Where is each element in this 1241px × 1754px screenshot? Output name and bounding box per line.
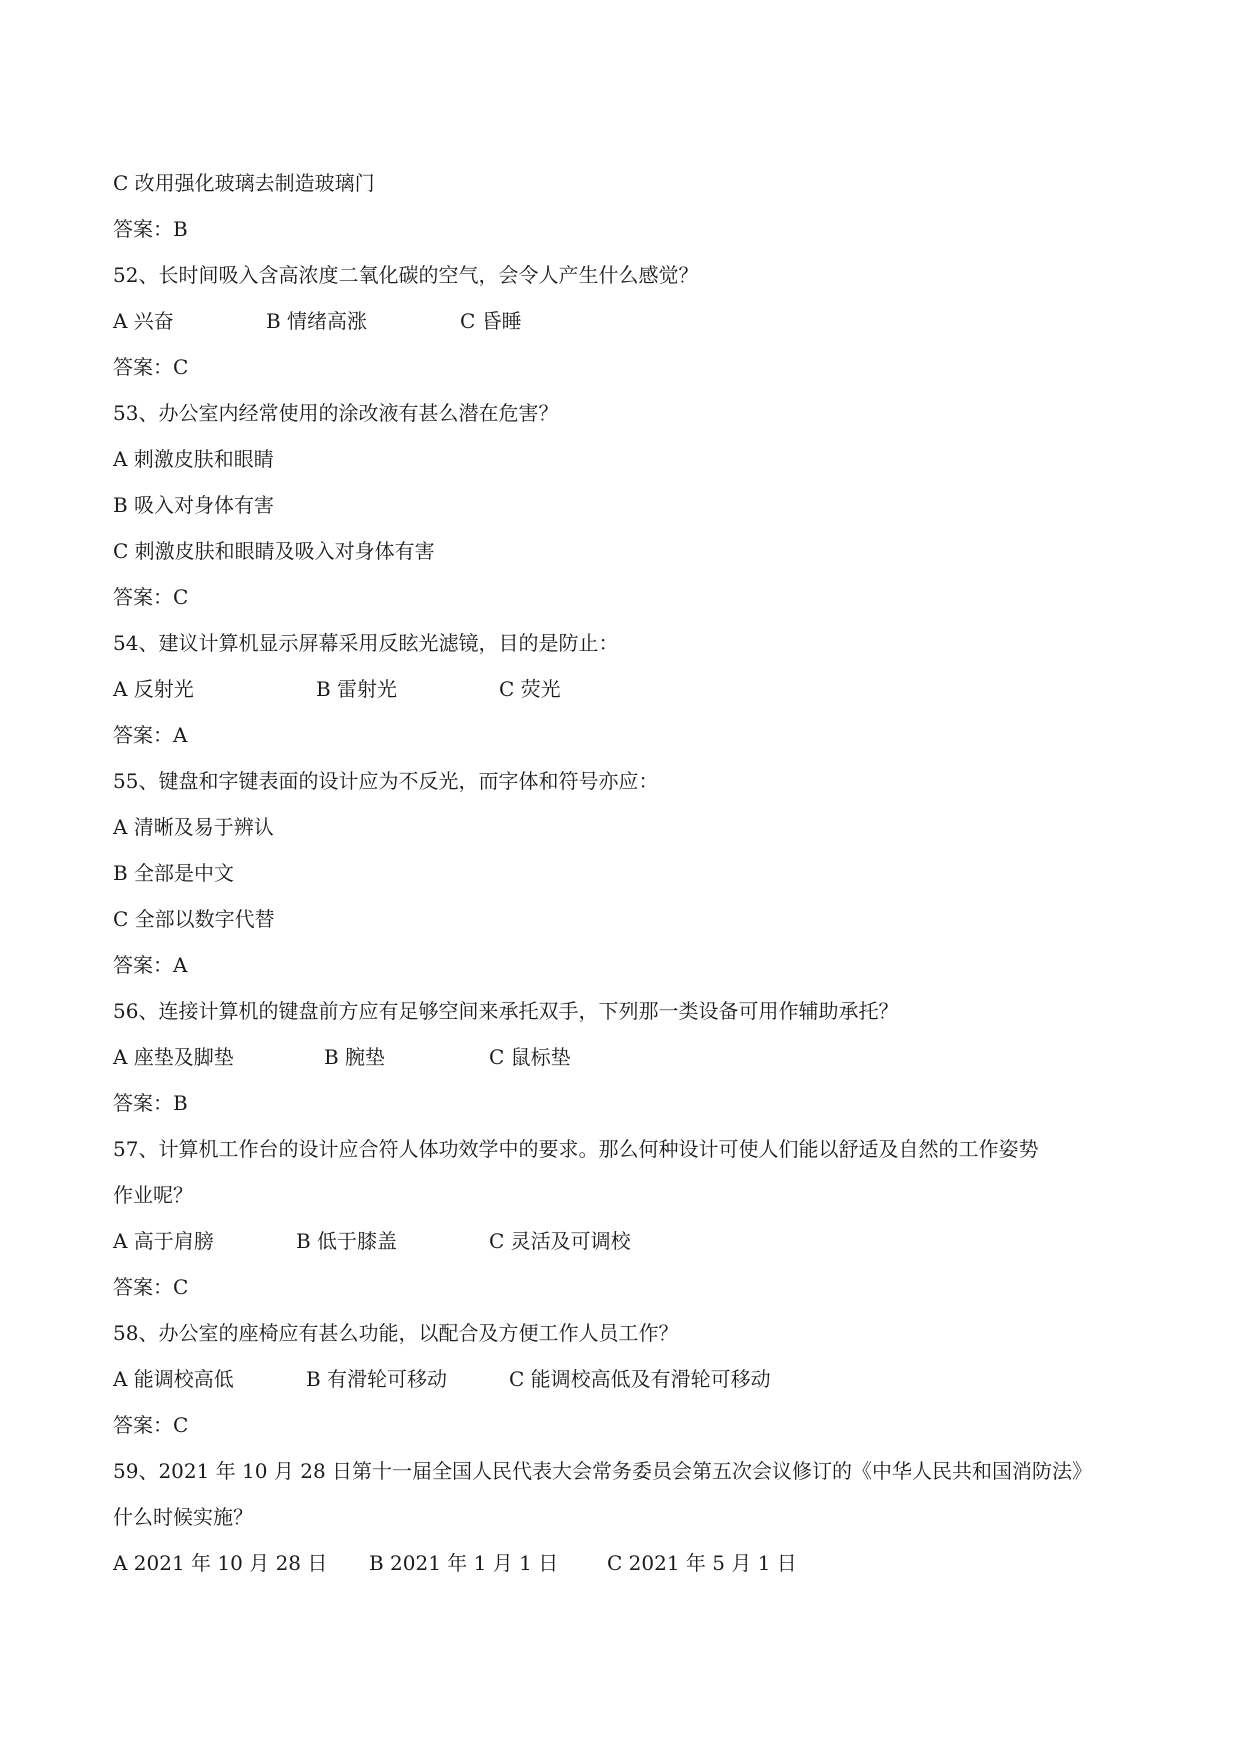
q58-option-a: A 能调校高低 [113, 1367, 234, 1391]
q54-answer: 答案：A [113, 723, 188, 747]
q59-option-a: A 2021 年 10 月 28 日 [113, 1551, 328, 1575]
q55-option-b: B 全部是中文 [113, 861, 235, 885]
q57-answer: 答案：C [113, 1275, 189, 1299]
q57-options-row [113, 1218, 1133, 1264]
q54-option-b: B 雷射光 [316, 677, 398, 701]
q59-question-line1: 59、2021 年 10 月 28 日第十一届全国人民代表大会常务委员会第五次会议修订的《中华人民共和国消防法》 [113, 1459, 1093, 1483]
q57-question-line1: 57、计算机工作台的设计应合符人体功效学中的要求。那么何种设计可使人们能以舒适及自然的工作姿势 [113, 1137, 1039, 1161]
q52-option-c: C 昏睡 [460, 309, 522, 333]
q53-answer: 答案：C [113, 585, 189, 609]
q57-option-c: C 灵活及可调校 [489, 1229, 631, 1253]
q56-answer: 答案：B [113, 1091, 188, 1115]
q52-answer: 答案：C [113, 355, 189, 379]
q51-option-c: C 改用强化玻璃去制造玻璃门 [113, 171, 375, 195]
q53-question: 53、办公室内经常使用的涂改液有甚么潜在危害？ [113, 401, 559, 425]
q59-option-b: B 2021 年 1 月 1 日 [369, 1551, 559, 1575]
q59-question-line2: 什么时候实施？ [113, 1505, 253, 1529]
q51-answer: 答案：B [113, 217, 188, 241]
q52-question: 52、长时间吸入含高浓度二氧化碳的空气，会令人产生什么感觉？ [113, 263, 699, 287]
q54-option-a: A 反射光 [113, 677, 194, 701]
q52-option-b: B 情绪高涨 [266, 309, 368, 333]
q58-answer: 答案：C [113, 1413, 189, 1437]
q56-option-a: A 座垫及脚垫 [113, 1045, 234, 1069]
q54-options-row [113, 666, 1133, 712]
q56-option-c: C 鼠标垫 [489, 1045, 571, 1069]
q53-option-c: C 刺激皮肤和眼睛及吸入对身体有害 [113, 539, 435, 563]
q57-question-line2: 作业呢？ [113, 1183, 193, 1207]
q53-option-b: B 吸入对身体有害 [113, 493, 275, 517]
q58-option-c: C 能调校高低及有滑轮可移动 [509, 1367, 771, 1391]
q55-answer: 答案：A [113, 953, 188, 977]
q58-option-b: B 有滑轮可移动 [306, 1367, 448, 1391]
q55-question: 55、键盘和字键表面的设计应为不反光，而字体和符号亦应： [113, 769, 659, 793]
q55-option-c: C 全部以数字代替 [113, 907, 275, 931]
document-body [113, 160, 1133, 1586]
q56-question: 56、连接计算机的键盘前方应有足够空间来承托双手，下列那一类设备可用作辅助承托？ [113, 999, 899, 1023]
q58-question: 58、办公室的座椅应有甚么功能，以配合及方便工作人员工作？ [113, 1321, 679, 1345]
q58-options-row [113, 1356, 1133, 1402]
q59-options-row [113, 1540, 1133, 1586]
q52-options-row [113, 298, 1133, 344]
q52-option-a: A 兴奋 [113, 309, 174, 333]
q54-option-c: C 荧光 [499, 677, 561, 701]
q56-options-row [113, 1034, 1133, 1080]
q57-option-a: A 高于肩膀 [113, 1229, 214, 1253]
q57-option-b: B 低于膝盖 [296, 1229, 398, 1253]
q56-option-b: B 腕垫 [324, 1045, 386, 1069]
q53-option-a: A 刺激皮肤和眼睛 [113, 447, 274, 471]
q54-question: 54、建议计算机显示屏幕采用反眩光滤镜，目的是防止： [113, 631, 619, 655]
q59-option-c: C 2021 年 5 月 1 日 [607, 1551, 797, 1575]
q55-option-a: A 清晰及易于辨认 [113, 815, 274, 839]
